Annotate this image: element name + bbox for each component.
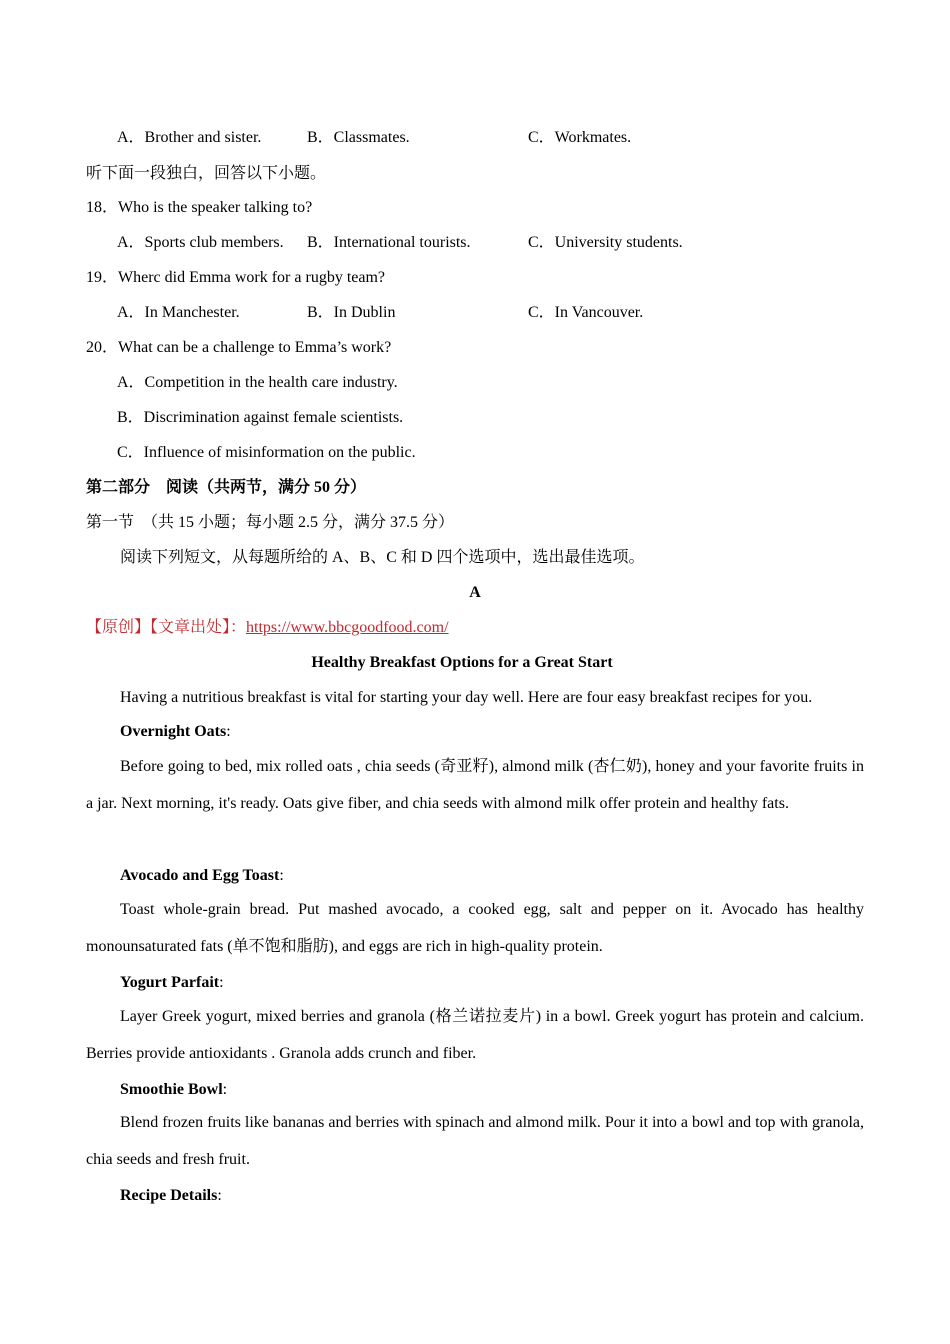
recipe-description: Layer Greek yogurt, mixed berries and granola (格兰诺拉麦片) in a bowl. Greek yogurt has protein and calcium. Berries provide antioxidants . Granola adds crunch and fiber.: [86, 1008, 864, 1062]
recipe-details-label: Recipe Details: [120, 1187, 218, 1204]
recipe-name: Smoothie Bowl: [120, 1081, 223, 1098]
q19-option-c: C．In Vancouver.: [528, 304, 644, 321]
q17-option-a: A．Brother and sister.: [117, 129, 262, 146]
recipe-description: Blend frozen fruits like bananas and berries with spinach and almond milk. Pour it into a bowl and top with granola, chia seeds and fresh fruit.: [86, 1114, 864, 1168]
reading-instruction: 阅读下列短文，从每题所给的 A、B、C 和 D 四个选项中，选出最佳选项。: [120, 549, 645, 566]
q19-option-b: B．In Dublin: [307, 304, 396, 321]
q19-option-a: A．In Manchester.: [117, 304, 240, 321]
section1-title: 第一节 （共 15 小题；每小题 2.5 分，满分 37.5 分）: [86, 514, 455, 531]
recipe-heading: Avocado and Egg Toast:: [120, 867, 284, 884]
q20-option-c: C．Influence of misinformation on the public.: [117, 444, 416, 461]
recipe-heading: Smoothie Bowl:: [120, 1081, 228, 1098]
q20-option-b: B．Discrimination against female scientists.: [117, 409, 404, 426]
monologue-instruction: 听下面一段独白，回答以下小题。: [86, 165, 327, 182]
q18-question: 18．Who is the speaker talking to?: [86, 199, 313, 216]
recipe-name: Yogurt Parfait: [120, 974, 220, 991]
source-link[interactable]: https://www.bbcgoodfood.com/: [246, 619, 449, 636]
recipe-name: Overnight Oats: [120, 723, 227, 740]
recipe-heading: Overnight Oats:: [120, 723, 231, 740]
q17-option-c: C．Workmates.: [528, 129, 632, 146]
recipe-heading: Yogurt Parfait:: [120, 974, 224, 991]
recipe-description: Before going to bed, mix rolled oats , chia seeds (奇亚籽), almond milk (杏仁奶), honey and your favorite fruits in a jar. Next morning, it's ready. Oats give fiber, and chia seeds with almond milk offer protein and healthy fats.: [86, 758, 864, 812]
source-label: 【原创】【文章出处】：: [86, 619, 247, 636]
part2-title: 第二部分 阅读（共两节，满分 50 分）: [86, 479, 367, 496]
source-line: [86, 618, 449, 638]
q20-option-a: A．Competition in the health care industry.: [117, 374, 398, 391]
recipe-name: Avocado and Egg Toast: [120, 867, 280, 884]
q20-question: 20．What can be a challenge to Emma’s work?: [86, 339, 392, 356]
q17-option-b: B．Classmates.: [307, 129, 410, 146]
q18-option-c: C．University students.: [528, 234, 683, 251]
passage-letter: A: [469, 584, 481, 601]
recipe-description: Toast whole-grain bread. Put mashed avocado, a cooked egg, salt and pepper on it. Avocado has healthy monounsaturated fats (单不饱和脂肪), and eggs are rich in high-quality protein.: [86, 901, 864, 955]
article-intro: Having a nutritious breakfast is vital for starting your day well. Here are four easy breakfast recipes for you.: [120, 689, 813, 706]
article-title: Healthy Breakfast Options for a Great Start: [311, 654, 613, 671]
recipe-details-heading: Recipe Details:: [120, 1187, 222, 1204]
q18-option-b: B．International tourists.: [307, 234, 471, 251]
q18-option-a: A．Sports club members.: [117, 234, 284, 251]
q19-question: 19．Wherc did Emma work for a rugby team?: [86, 269, 386, 286]
